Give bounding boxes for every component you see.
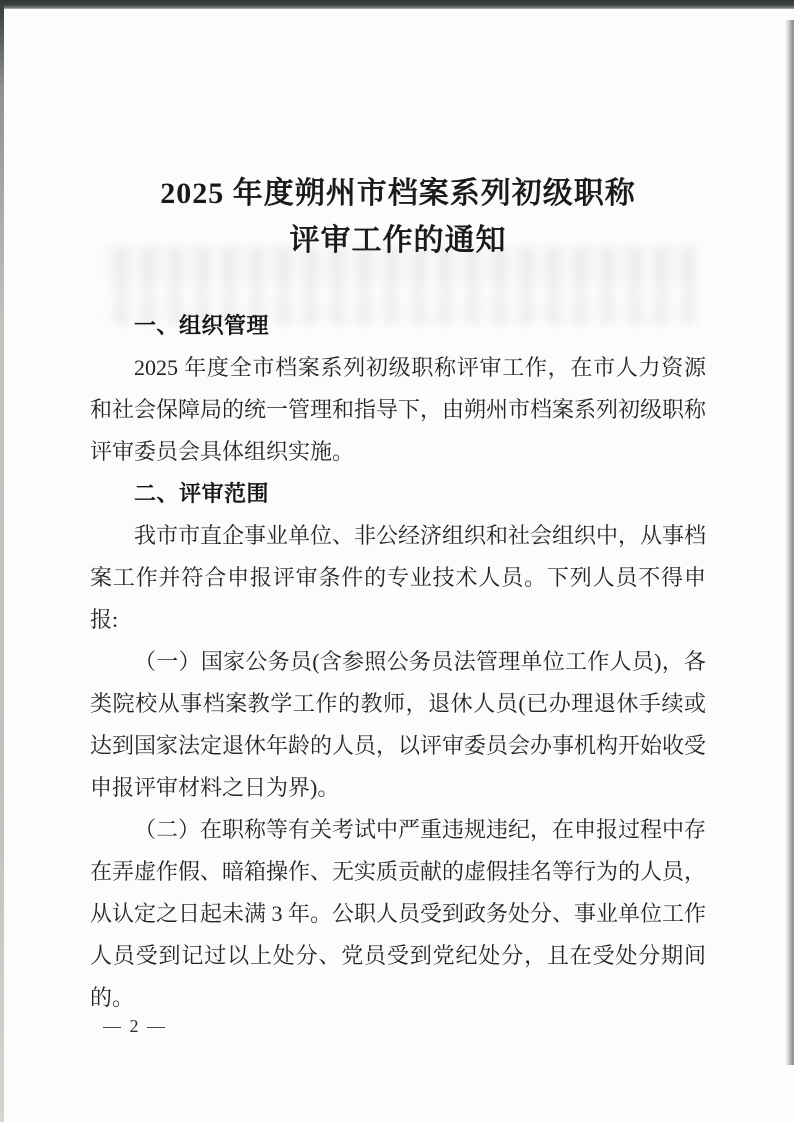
paragraph-exclusion-item-1: （一）国家公务员(含参照公务员法管理单位工作人员)，各类院校从事档案教学工作的教师，退休人员(已办理退休手续或达到国家法定退休年龄的人员，以评审委员会办事机构开始收受申报评审材料之日为界)。 [90,649,707,800]
document-title-line-2: 评审工作的通知 [289,224,507,257]
scan-edge-left-artifact [0,0,4,1122]
page-number: — 2 — [103,1016,167,1036]
section-heading-organization-management: 一、组织管理 [134,313,270,338]
document-body [90,0,706,1019]
document-text-flow [90,305,706,1019]
paragraph-exclusion-item-2: （二）在职称等有关考试中严重违规违纪，在申报过程中存在弄虚作假、暗箱操作、无实质贡献的虚假挂名等行为的人员，从认定之日起未满 3 年。公职人员受到政务处分、事业单位工作人员受到记过以上处分、党员受到党纪处分，且在受处分期间的。 [90,817,707,1010]
scan-edge-right-artifact [785,20,794,1065]
document-title-line-1: 2025 年度朔州市档案系列初级职称 [160,177,636,210]
document-title [90,170,706,264]
paragraph-review-scope-intro: 我市市直企事业单位、非公经济组织和社会组织中，从事档案工作并符合申报评审条件的专业技术人员。下列人员不得申报: [90,523,707,632]
section-heading-review-scope: 二、评审范围 [134,481,270,506]
paragraph-organization-management: 2025 年度全市档案系列初级职称评审工作，在市人力资源和社会保障局的统一管理和指导下，由朔州市档案系列初级职称评审委员会具体组织实施。 [90,355,707,464]
